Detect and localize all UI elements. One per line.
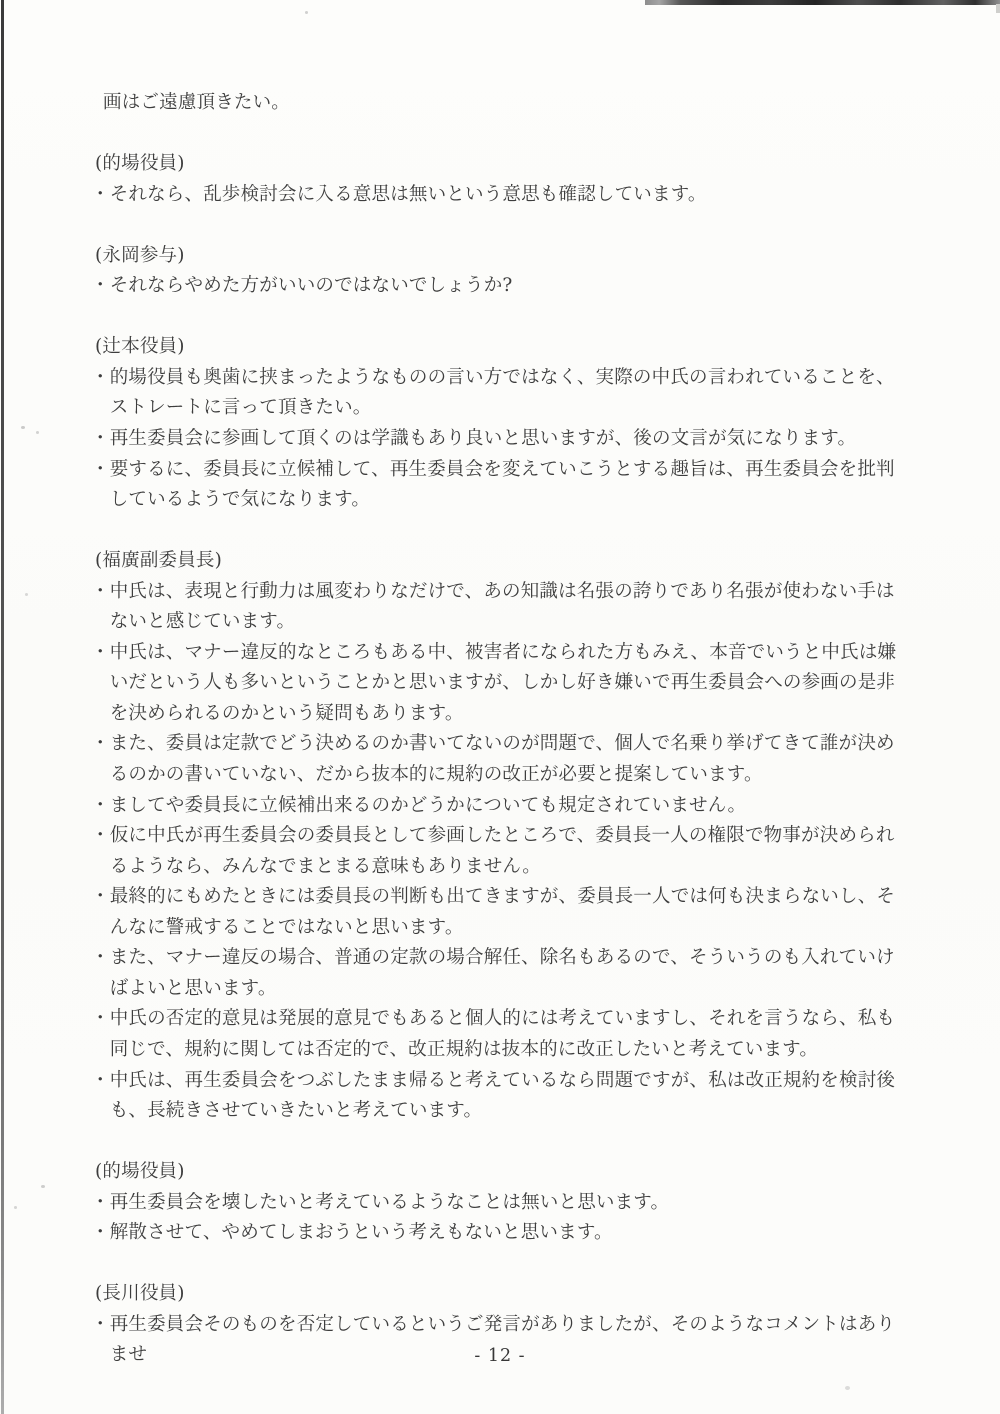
bullet-item [91,577,913,638]
bullet-item [91,821,913,882]
bullet-item [91,638,913,730]
bullet-marker: ・ [91,1313,110,1335]
bullet-text: 再生委員会を壊したいと考えているようなことは無いと思います。 [109,1191,670,1213]
bullet-marker: ・ [91,1069,110,1091]
scan-left-edge-artifact [1,0,4,1414]
bullet-item [91,791,913,822]
speaker-heading: (長川役員) [95,1283,185,1305]
bullet-text: また、委員は定款でどう決めるのか書いてないのが問題で、個人で名乗り挙げてきて誰が決めるのかの書いていない、だから抜本的に規約の改正が必要と提案しています。 [109,733,895,786]
bullet-marker: ・ [91,825,110,847]
bullet-marker: ・ [91,947,110,969]
speaker-heading: (的場役員) [95,153,185,175]
bullet-text: 再生委員会に参画して頂くのは学識もあり良いと思いますが、後の文言が気になります。 [109,428,857,450]
bullet-text: ましてや委員長に立候補出来るのかどうかについても規定されていません。 [109,794,747,816]
speaker-section-matoba-2 [91,1157,913,1249]
scan-speck [305,11,308,14]
scan-top-edge-artifact [645,0,1000,5]
bullet-item [91,455,913,516]
bullet-marker: ・ [91,1008,110,1030]
bullet-item [91,271,913,302]
bullet-text: 中氏は、再生委員会をつぶしたまま帰ると考えているなら問題ですが、私は改正規約を検討後も、長続きさせていきたいと考えています。 [109,1069,896,1122]
scan-speck [845,1386,850,1390]
speaker-heading: (福廣副委員長) [95,550,223,572]
scan-corner-artifact [996,4,1000,13]
bullet-text: 中氏は、マナー違反的なところもある中、被害者になられた方もみえ、本音でいうと中氏は嫌いだという人も多いということかと思いますが、しかし好き嫌いで再生委員会への参画の是非を決められるのかという疑問もあります。 [109,641,897,724]
document-content [91,88,913,1371]
speaker-heading: (永岡参与) [95,244,185,266]
speaker-section-tsujimoto [91,332,913,515]
speaker-heading: (辻本役員) [95,336,185,358]
bullet-text: 仮に中氏が再生委員会の委員長として参画したところで、委員長一人の権限で物事が決められるようなら、みんなでまとまる意味もありません。 [109,825,895,877]
bullet-item [91,1188,913,1219]
bullet-item [91,1004,913,1065]
bullet-marker: ・ [91,886,110,908]
bullet-marker: ・ [91,794,110,816]
scan-speck [41,1185,45,1188]
scan-speck [25,593,28,596]
bullet-item [91,729,913,790]
bullet-marker: ・ [91,458,110,480]
bullet-item [91,424,913,455]
bullet-item [91,180,913,211]
bullet-marker: ・ [91,641,110,663]
bullet-item [91,882,913,943]
speaker-section-nagaoka [91,241,913,302]
bullet-text: 再生委員会そのものを否定しているというご発言がありましたが、そのようなコメントはありませ [109,1313,896,1366]
bullet-item [91,1066,913,1127]
scan-speck [14,1206,17,1209]
bullet-text: それならやめた方がいいのではないでしょうか? [109,275,513,297]
scan-speck [21,426,25,429]
bullet-marker: ・ [91,1222,110,1244]
bullet-text: 的場役員も奥歯に挟まったようなものの言い方ではなく、実際の中氏の言われていることを、ストレートに言って頂きたい。 [109,366,895,419]
bullet-marker: ・ [91,1191,110,1213]
bullet-text: 中氏の否定的意見は発展的意見でもあると個人的には考えていますし、それを言うなら、私も同じで、規約に関しては否定的で、改正規約は抜本的に改正したいと考えています。 [109,1008,896,1060]
speaker-heading: (的場役員) [95,1161,185,1183]
bullet-marker: ・ [91,428,110,450]
bullet-text: 最終的にもめたときには委員長の判断も出てきますが、委員長一人では何も決まらないし、そんなに警戒することではないと思います。 [109,886,896,938]
bullet-text: それなら、乱歩検討会に入る意思は無いという意思も確認しています。 [109,183,707,205]
bullet-marker: ・ [91,183,110,205]
bullet-marker: ・ [91,366,110,388]
bullet-text: また、マナー違反の場合、普通の定款の場合解任、除名もあるので、そういうのも入れていけばよいと思います。 [109,947,895,999]
speaker-section-matoba-1 [91,149,913,210]
bullet-item [91,1218,913,1249]
bullet-marker: ・ [91,275,110,297]
bullet-item [91,943,913,1004]
page-number: - 12 - [474,1346,526,1366]
bullet-marker: ・ [91,580,110,602]
bullet-marker: ・ [91,733,110,755]
scan-speck [36,431,39,434]
bullet-text: 解散させて、やめてしまおうという考えもないと思います。 [109,1222,613,1244]
continuation-text: 画はご遠慮頂きたい。 [103,92,291,113]
speaker-section-fukuhiro [91,546,913,1126]
bullet-text: 要するに、委員長に立候補して、再生委員会を変えていこうとする趣旨は、再生委員会を批判しているようで気になります。 [109,458,895,511]
bullet-item [91,363,913,424]
bullet-text: 中氏は、表現と行動力は風変わりなだけで、あの知識は名張の誇りであり名張が使わない手はないと感じています。 [109,580,895,633]
